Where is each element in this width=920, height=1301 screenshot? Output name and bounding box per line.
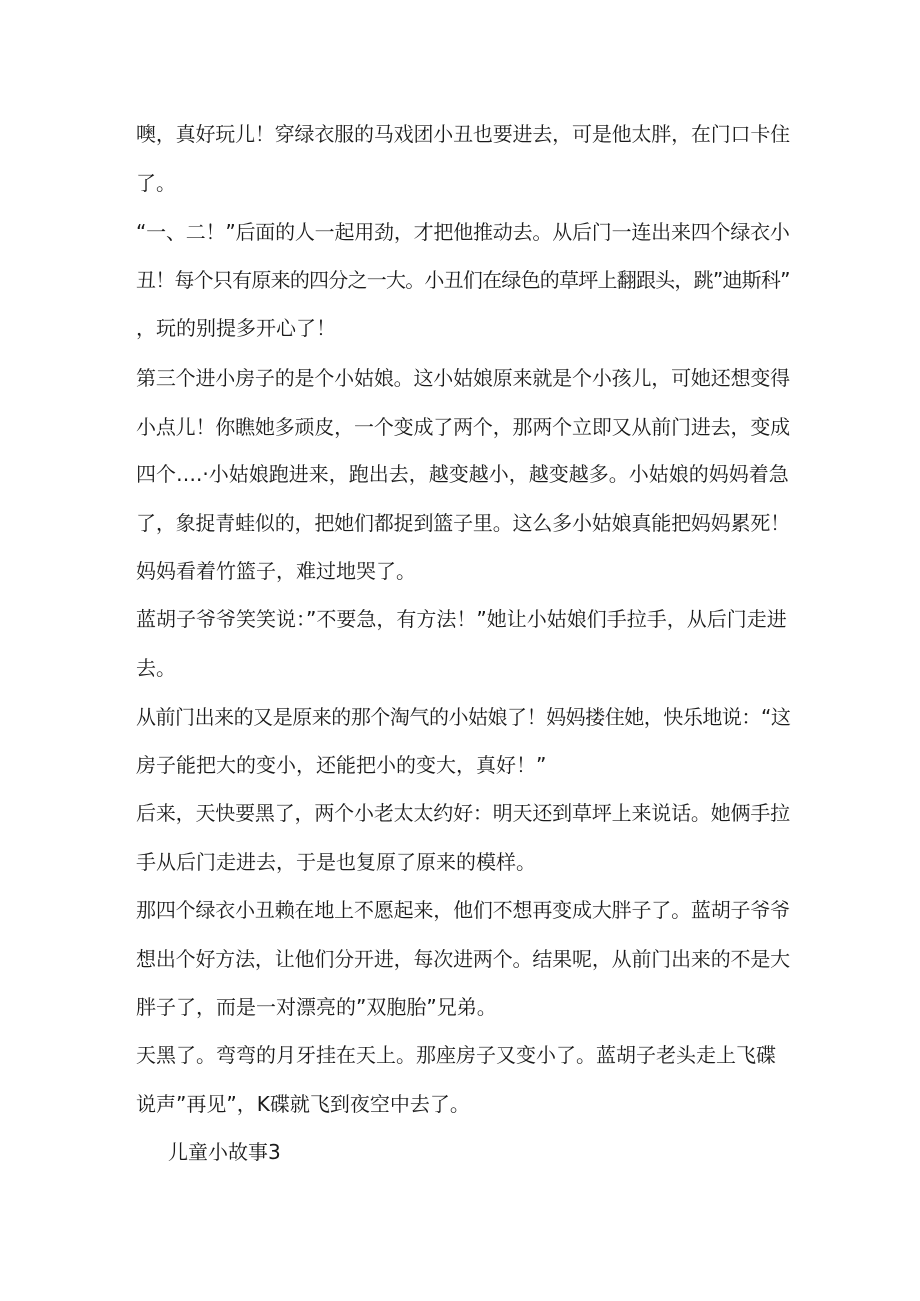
story-line: 房子能把大的变小，还能把小的变大，真好！” <box>136 753 547 777</box>
story-line: “一、二！”后面的人一起用劲，才把他推动去。从后门一连出来四个绿衣小 <box>136 220 790 244</box>
section-heading: 儿童小故事3 <box>168 1140 281 1164</box>
story-line: 从前门出来的又是原来的那个淘气的小姑娘了！妈妈搂住她，快乐地说：“这 <box>136 705 791 729</box>
story-line: 了，象捉青蛙似的，把她们都捉到篮子里。这么多小姑娘真能把妈妈累死！ <box>136 511 790 535</box>
story-line: 第三个进小房子的是个小姑娘。这小姑娘原来就是个小孩儿，可她还想变得 <box>136 366 790 390</box>
story-line: 天黑了。弯弯的月牙挂在天上。那座房子又变小了。蓝胡子老头走上飞碟 <box>136 1043 776 1067</box>
story-line: 妈妈看着竹篮子，难过地哭了。 <box>136 559 416 583</box>
story-line: 手从后门走进去，于是也复原了原来的模样。 <box>136 850 536 874</box>
story-line: 去。 <box>136 656 176 680</box>
story-line: 想出个好方法，让他们分开进，每次进两个。结果呢，从前门出来的不是大 <box>136 947 790 971</box>
story-line: 那四个绿衣小丑赖在地上不愿起来，他们不想再变成大胖子了。蓝胡子爷爷 <box>136 898 790 922</box>
story-line: ，玩的别提多开心了！ <box>136 316 336 340</box>
story-line: 了。 <box>136 171 176 195</box>
story-line: 蓝胡子爷爷笑笑说：”不要急，有方法！”她让小姑娘们手拉手，从后门走进 <box>136 607 787 631</box>
story-line: 噢，真好玩儿！穿绿衣服的马戏团小丑也要进去，可是他太胖，在门口卡住 <box>136 122 790 146</box>
story-line: 后来，天快要黑了，两个小老太太约好：明天还到草坪上来说话。她俩手拉 <box>136 801 790 825</box>
story-line: 小点儿！你瞧她多顽皮，一个变成了两个，那两个立即又从前门进去，变成 <box>136 415 790 439</box>
story-line: 说声”再见”，K碟就飞到夜空中去了。 <box>136 1092 470 1116</box>
story-line: 丑！每个只有原来的四分之一大。小丑们在绿色的草坪上翻跟头，跳”迪斯科” <box>136 268 790 292</box>
story-line: 胖子了，而是一对漂亮的”双胞胎”兄弟。 <box>136 995 497 1019</box>
story-line: 四个….·小姑娘跑进来，跑出去，越变越小，越变越多。小姑娘的妈妈着急 <box>136 462 789 486</box>
